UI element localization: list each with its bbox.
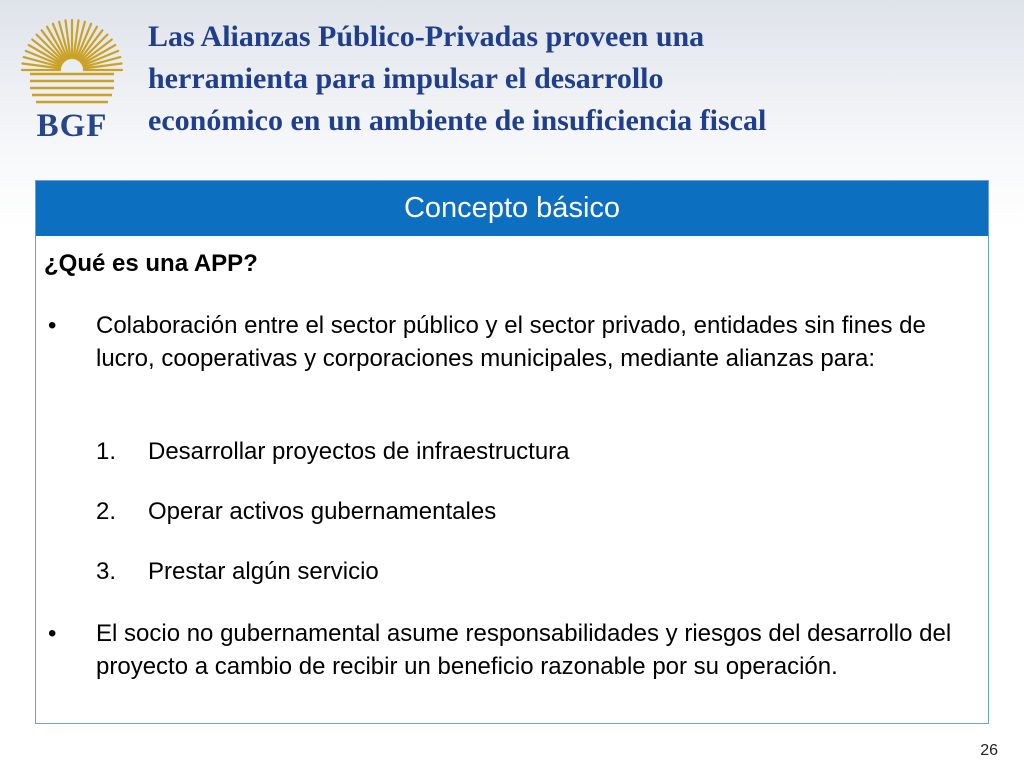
bullet-icon: • (48, 312, 57, 339)
bgf-logo (20, 16, 124, 144)
item-text: Prestar algún servicio (148, 558, 379, 585)
sunburst-icon (20, 16, 124, 108)
title-line: económico en un ambiente de insuficiencia fiscal (148, 104, 767, 137)
item-text: Desarrollar proyectos de infraestructura (148, 438, 570, 465)
page-number: 26 (980, 742, 998, 759)
item-number: 3. (96, 558, 117, 585)
item-number: 1. (96, 438, 117, 465)
bullet-text: El socio no gubernamental asume responsabilidades y riesgos del desarrollo del proyecto a cambio de recibir un beneficio razonable por su operación. (96, 620, 952, 680)
bullet-text: Colaboración entre el sector público y el sector privado, entidades sin fines de lucro, cooperativas y corporaciones municipales, mediante alianzas para: (96, 312, 926, 372)
question-heading: ¿Qué es una APP? (44, 250, 258, 277)
concept-box (35, 180, 989, 724)
logo-text: BGF (36, 108, 108, 144)
title-line: Las Alianzas Público-Privadas proveen una (148, 20, 705, 53)
item-number: 2. (96, 498, 117, 525)
title-line: herramienta para impulsar el desarrollo (148, 62, 664, 95)
item-text: Operar activos gubernamentales (148, 498, 497, 525)
box-header: Concepto básico (36, 181, 988, 236)
page-title (148, 16, 1008, 142)
bullet-icon: • (48, 620, 57, 647)
